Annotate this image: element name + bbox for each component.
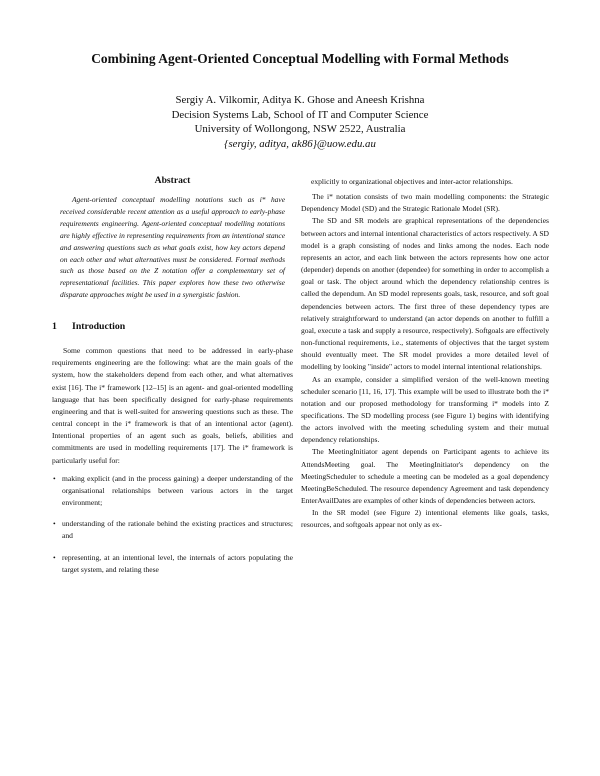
bullet-item-1 xyxy=(52,473,293,509)
bullet-item-2 xyxy=(52,518,293,542)
bullet-text-2: understanding of the rationale behind the existing practices and structures; and xyxy=(62,519,293,541)
intro-paragraph-4: As an example, consider a simplified version of the well-known meeting scheduler scenario [11, 16, 17]. This example will be used to illustrate both the i* notation and our proposed methodology for transforming i* models into Z specifications. The SD modelling process (see Figure 1) begins with identifying the actors involved with the meeting scheduling system and their mutual dependency relationships. xyxy=(301,374,549,445)
section-number: 1 xyxy=(52,321,57,333)
intro-paragraph-2: The i* notation consists of two main modelling components: the Strategic Dependency Model (SD) and the Strategic Rationale Model (SR). xyxy=(301,192,549,214)
bullet-text-1: making explicit (and in the process gaining) a deeper understanding of the organisational relationships between various actors in the target environment; xyxy=(62,473,293,508)
bullet-icon: • xyxy=(53,473,56,483)
bullet-icon: • xyxy=(53,552,56,562)
affiliation-lab: Decision Systems Lab, School of IT and Computer Science xyxy=(171,108,429,121)
intro-paragraph-5: The MeetingInitiator agent depends on Participant agents to achieve its AttendsMeeting goal. The MeetingInitiator's dependency on the MeetingScheduler to schedule a meeting can be modeled as a goal dependency MeetingBeScheduled. The resource dependency Agreement and task dependency EnterAvailDates are examples of other kinds of dependencies between actors. xyxy=(301,447,549,506)
abstract-text: Agent-oriented conceptual modelling notations such as i* have received considerable recent attention as a useful approach to early-phase requirements engineering. Agent-oriented conceptual modelling notations are highly effective in representing requirements from an intentional stance and answering questions such as what goals exist, how key actors depend on each other and what alternatives must be considered. Formal methods such as those based on the Z notation offer a complementary set of representational facilities. This paper explores how these two otherwise disparate approaches might be used in a synergistic fashion. xyxy=(60,195,285,300)
intro-paragraph-6: In the SR model (see Figure 2) intentional elements like goals, tasks, resources, and softgoals appear not only as ex- xyxy=(301,508,549,530)
affiliation-university: University of Wollongong, NSW 2522, Australia xyxy=(194,123,406,136)
author-email: {sergiy, aditya, ak86}@uow.edu.au xyxy=(224,137,376,150)
intro-bullet-list xyxy=(52,473,293,576)
section-title: Introduction xyxy=(72,321,126,333)
section-heading-introduction xyxy=(52,321,293,333)
right-column xyxy=(301,176,549,532)
bullet-icon: • xyxy=(53,519,56,529)
bullet-text-3: representing, at an intentional level, the internals of actors populating the target system, and relating these xyxy=(62,552,293,574)
abstract-heading: Abstract xyxy=(154,175,191,186)
author-block xyxy=(0,93,600,151)
intro-paragraph-1: Some common questions that need to be addressed in early-phase requirements engineering are the following: what are the main goals of the system, how the stakeholders depend from each other, and what alternatives exist [16]. The i* framework [12–15] is an agent- and goal-oriented modelling language that has been specifically designed for early-phase requirements engineering and that is well-suited for answering questions such as these. The central concept in the i* framework is that of an intentional actor (agent). Intentional properties of an agent such as goals, beliefs, abilities and commitments are used in modelling requirements [17]. The i* framework is particularly useful for: xyxy=(52,346,293,465)
bullet-item-3 xyxy=(52,552,293,576)
intro-paragraph-3: The SD and SR models are graphical representations of the dependencies between actors and internal intentional characteristics of actors respectively. A SD model is a graph consisting of nodes and links among the nodes. Each node represents an actor, and each link between the actors represents how one actor (depender) depends on another (dependee) for something in order to accomplish a goal or task. The object around which the dependency relationship centres is called the dependum. An SD model represents goals, task, resource, and soft goal dependencies between actors. The first three of these dependency types are relatively straightforward to understand (an actor depends on another to fulfill a goal, execute a task and supply a resource, respectively). Softgoals are effectively non-functional requirements, i.e., statements of objectives that the target system should eventually meet. The SR model provides a more detailed level of modelling by looking "inside" actors to model internal intentional relationships. xyxy=(301,216,549,372)
left-column xyxy=(52,175,293,585)
bullet-continued: explicitly to organizational objectives and inter-actor relationships. xyxy=(311,177,513,186)
paper-title: Combining Agent-Oriented Conceptual Modelling with Formal Methods xyxy=(91,51,509,66)
author-names: Sergiy A. Vilkomir, Aditya K. Ghose and Aneesh Krishna xyxy=(175,94,425,106)
